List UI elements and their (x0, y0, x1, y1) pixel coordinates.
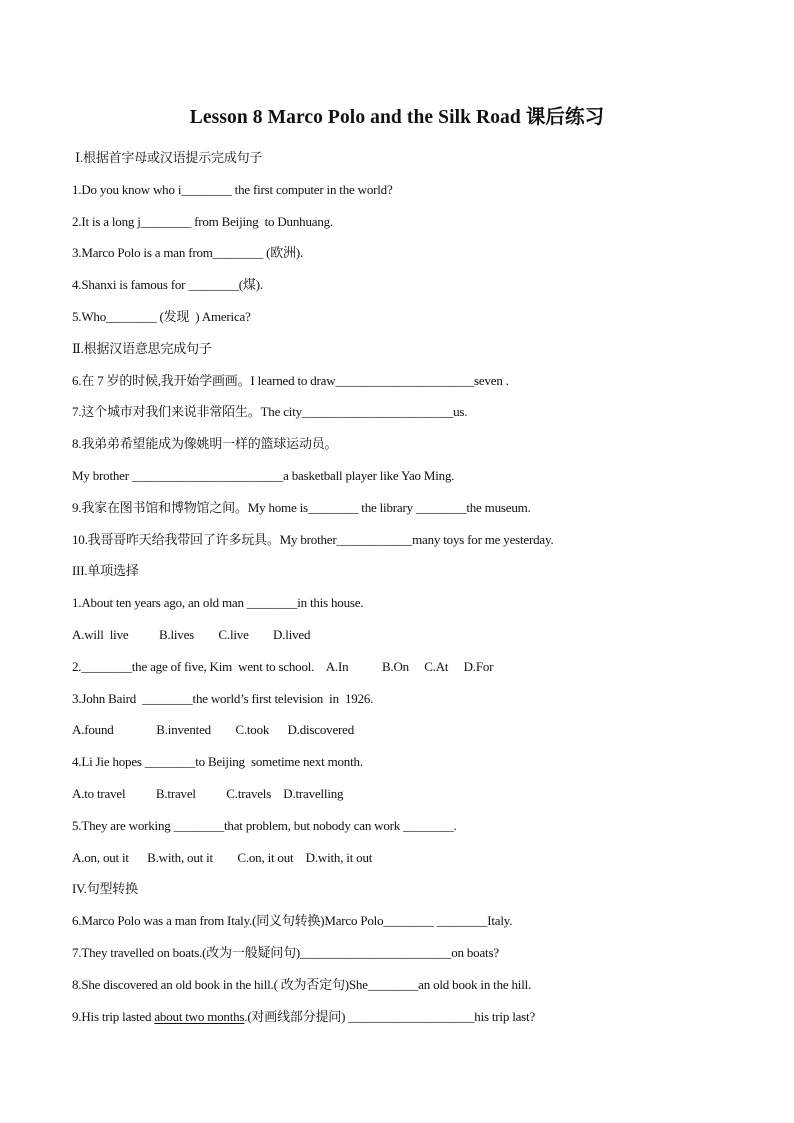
question-line: 6.在 7 岁的时候,我开始学画画。I learned to draw______________________seven . (72, 372, 509, 388)
question-line: 5.They are working ________that problem, but nobody can work ________. (72, 817, 457, 833)
question-line: 5.Who________ (发现 ) America? (72, 308, 251, 324)
question-line: 3.John Baird ________the world’s first television in 1926. (72, 690, 374, 706)
question-line: 9.我家在图书馆和博物馆之间。My home is________ the library ________the museum. (72, 499, 531, 515)
question-line: 4.Shanxi is famous for ________(煤). (72, 277, 263, 293)
question-text: 9.His trip lasted (72, 1008, 155, 1024)
question-line: 7.They travelled on boats.(改为一般疑问句)________________________on boats? (72, 944, 499, 960)
section-heading: Ⅰ.根据首字母或汉语提示完成句子 (72, 150, 263, 165)
exercise-lines (72, 142, 732, 1032)
answer-options: A.will live B.lives C.live D.lived (72, 626, 311, 642)
question-text: .(对画线部分提问) ____________________his trip last? (244, 1008, 536, 1024)
question-line: 10.我哥哥昨天给我带回了许多玩具。My brother____________many toys for me yesterday. (72, 531, 554, 547)
question-line: 7.这个城市对我们来说非常陌生。The city________________________us. (72, 404, 468, 420)
question-line: My brother ________________________a basketball player like Yao Ming. (72, 467, 455, 483)
question-line: 3.Marco Polo is a man from________ (欧洲). (72, 245, 304, 261)
underlined-phrase: about two months (154, 1008, 245, 1024)
answer-options: A.on, out it B.with, out it C.on, it out D.with, it out (72, 849, 373, 865)
answer-options: A.found B.invented C.took D.discovered (72, 722, 355, 738)
question-line: 2.________the age of five, Kim went to school. A.In B.On C.At D.For (72, 658, 494, 674)
section-heading: III.单项选择 (72, 563, 139, 579)
question-line: 1.About ten years ago, an old man ________in this house. (72, 595, 364, 611)
question-line: 4.Li Jie hopes ________to Beijing sometime next month. (72, 754, 363, 770)
section-heading: IV.句型转换 (72, 881, 138, 897)
question-line (72, 1001, 732, 1033)
answer-options: A.to travel B.travel C.travels D.travelling (72, 785, 344, 801)
page-title: Lesson 8 Marco Polo and the Silk Road 课后练习 (189, 107, 605, 128)
question-line: 2.It is a long j________ from Beijing to Dunhuang. (72, 213, 333, 229)
question-line: 1.Do you know who i________ the first computer in the world? (72, 181, 393, 197)
question-line: 8.She discovered an old book in the hill.( 改为否定句)She________an old book in the hill. (72, 976, 532, 992)
question-line: 6.Marco Polo was a man from Italy.(同义句转换)Marco Polo________ ________Italy. (72, 913, 513, 929)
section-heading: Ⅱ.根据汉语意思完成句子 (72, 340, 212, 356)
question-line: 8.我弟弟希望能成为像姚明一样的篮球运动员。 (72, 436, 338, 452)
